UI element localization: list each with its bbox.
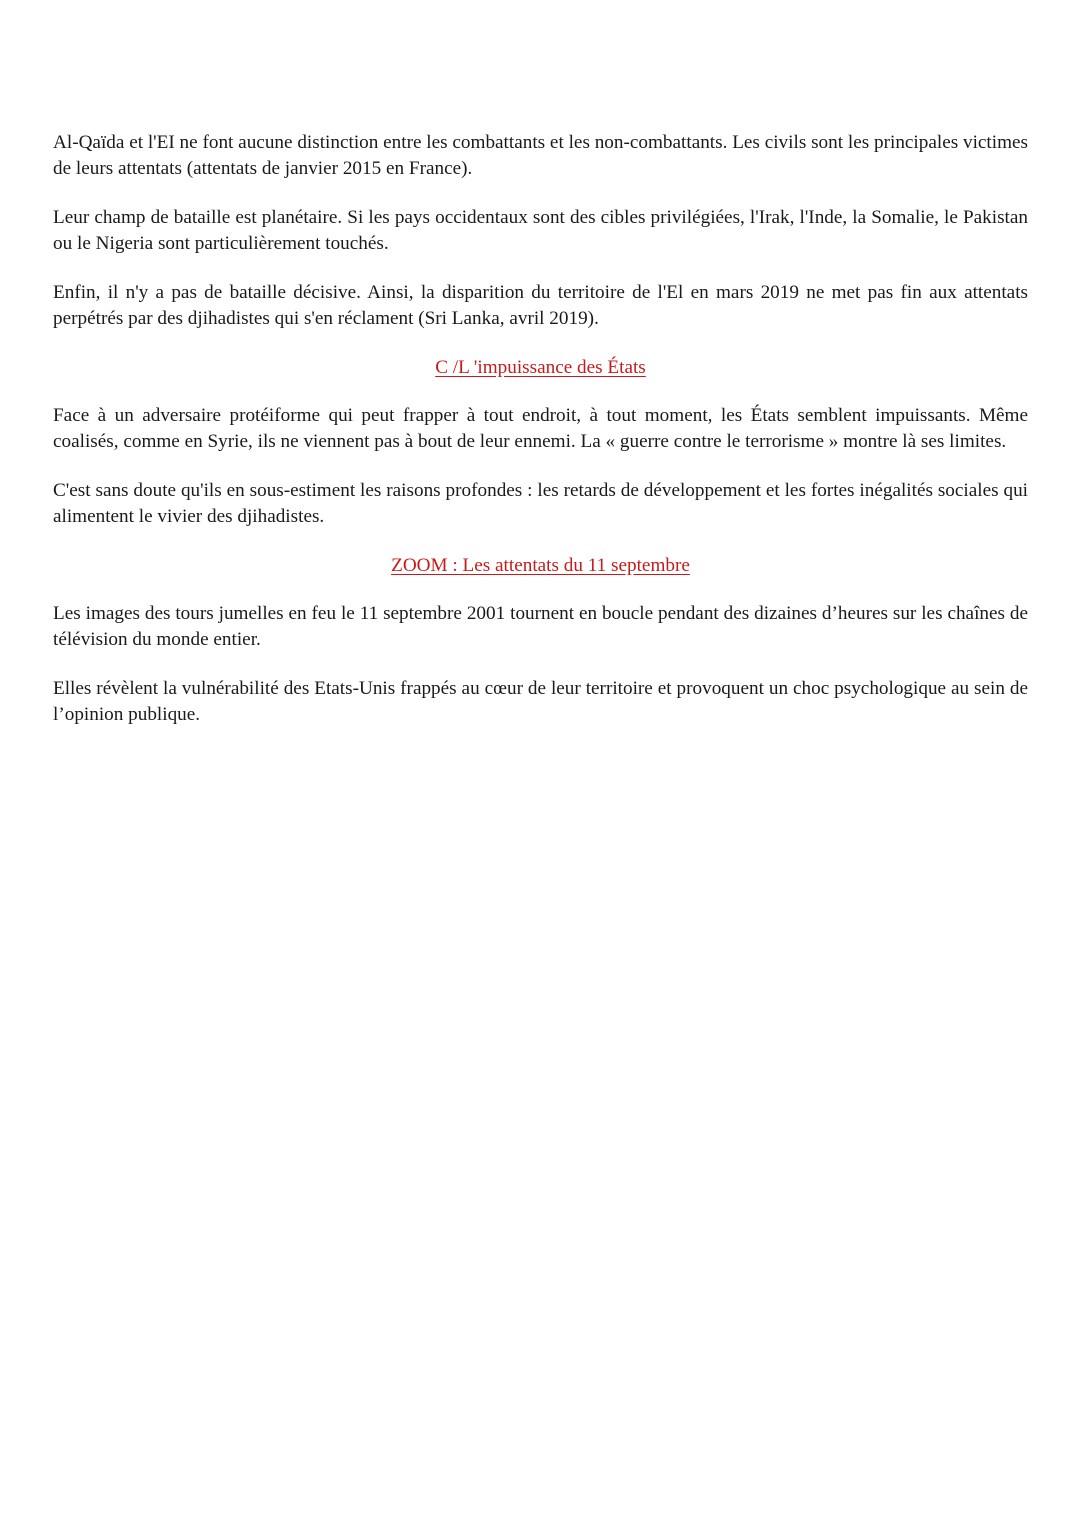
document-page (53, 130, 1028, 751)
section-heading-impuissance: C /L 'impuissance des États (435, 357, 646, 378)
paragraph-global-battlefield: Leur champ de bataille est planétaire. Si les pays occidentaux sont des cibles privilégiées, l'Irak, l'Inde, la Somalie, le Pakistan ou le Nigeria sont particulièrement touchés. (53, 207, 1028, 254)
paragraph-impotent-states: Face à un adversaire protéiforme qui peut frapper à tout endroit, à tout moment, les États semblent impuissants. Même coalisés, comme en Syrie, ils ne viennent pas à bout de leur ennemi. La « guerre contre le terrorisme » montre là ses limites. (53, 405, 1028, 452)
paragraph-twin-towers-images: Les images des tours jumelles en feu le 11 septembre 2001 tournent en boucle pendant des dizaines d’heures sur les chaînes de télévision du monde entier. (53, 603, 1028, 650)
paragraph-root-causes: C'est sans doute qu'ils en sous-estiment les raisons profondes : les retards de développement et les fortes inégalités sociales qui alimentent le vivier des djihadistes. (53, 480, 1028, 527)
paragraph-vulnerability: Elles révèlent la vulnérabilité des Etats-Unis frappés au cœur de leur territoire et provoquent un choc psychologique au sein de l’opinion publique. (53, 678, 1028, 725)
paragraph-no-decisive-battle: Enfin, il n'y a pas de bataille décisive. Ainsi, la disparition du territoire de l'El en mars 2019 ne met pas fin aux attentats perpétrés par des djihadistes qui s'en réclament (Sri Lanka, avril 2019). (53, 282, 1028, 329)
paragraph-civilian-victims: Al-Qaïda et l'EI ne font aucune distinction entre les combattants et les non-combattants. Les civils sont les principales victimes de leurs attentats (attentats de janvier 2015 en France). (53, 132, 1028, 179)
section-heading-zoom: ZOOM : Les attentats du 11 septembre (391, 555, 690, 576)
